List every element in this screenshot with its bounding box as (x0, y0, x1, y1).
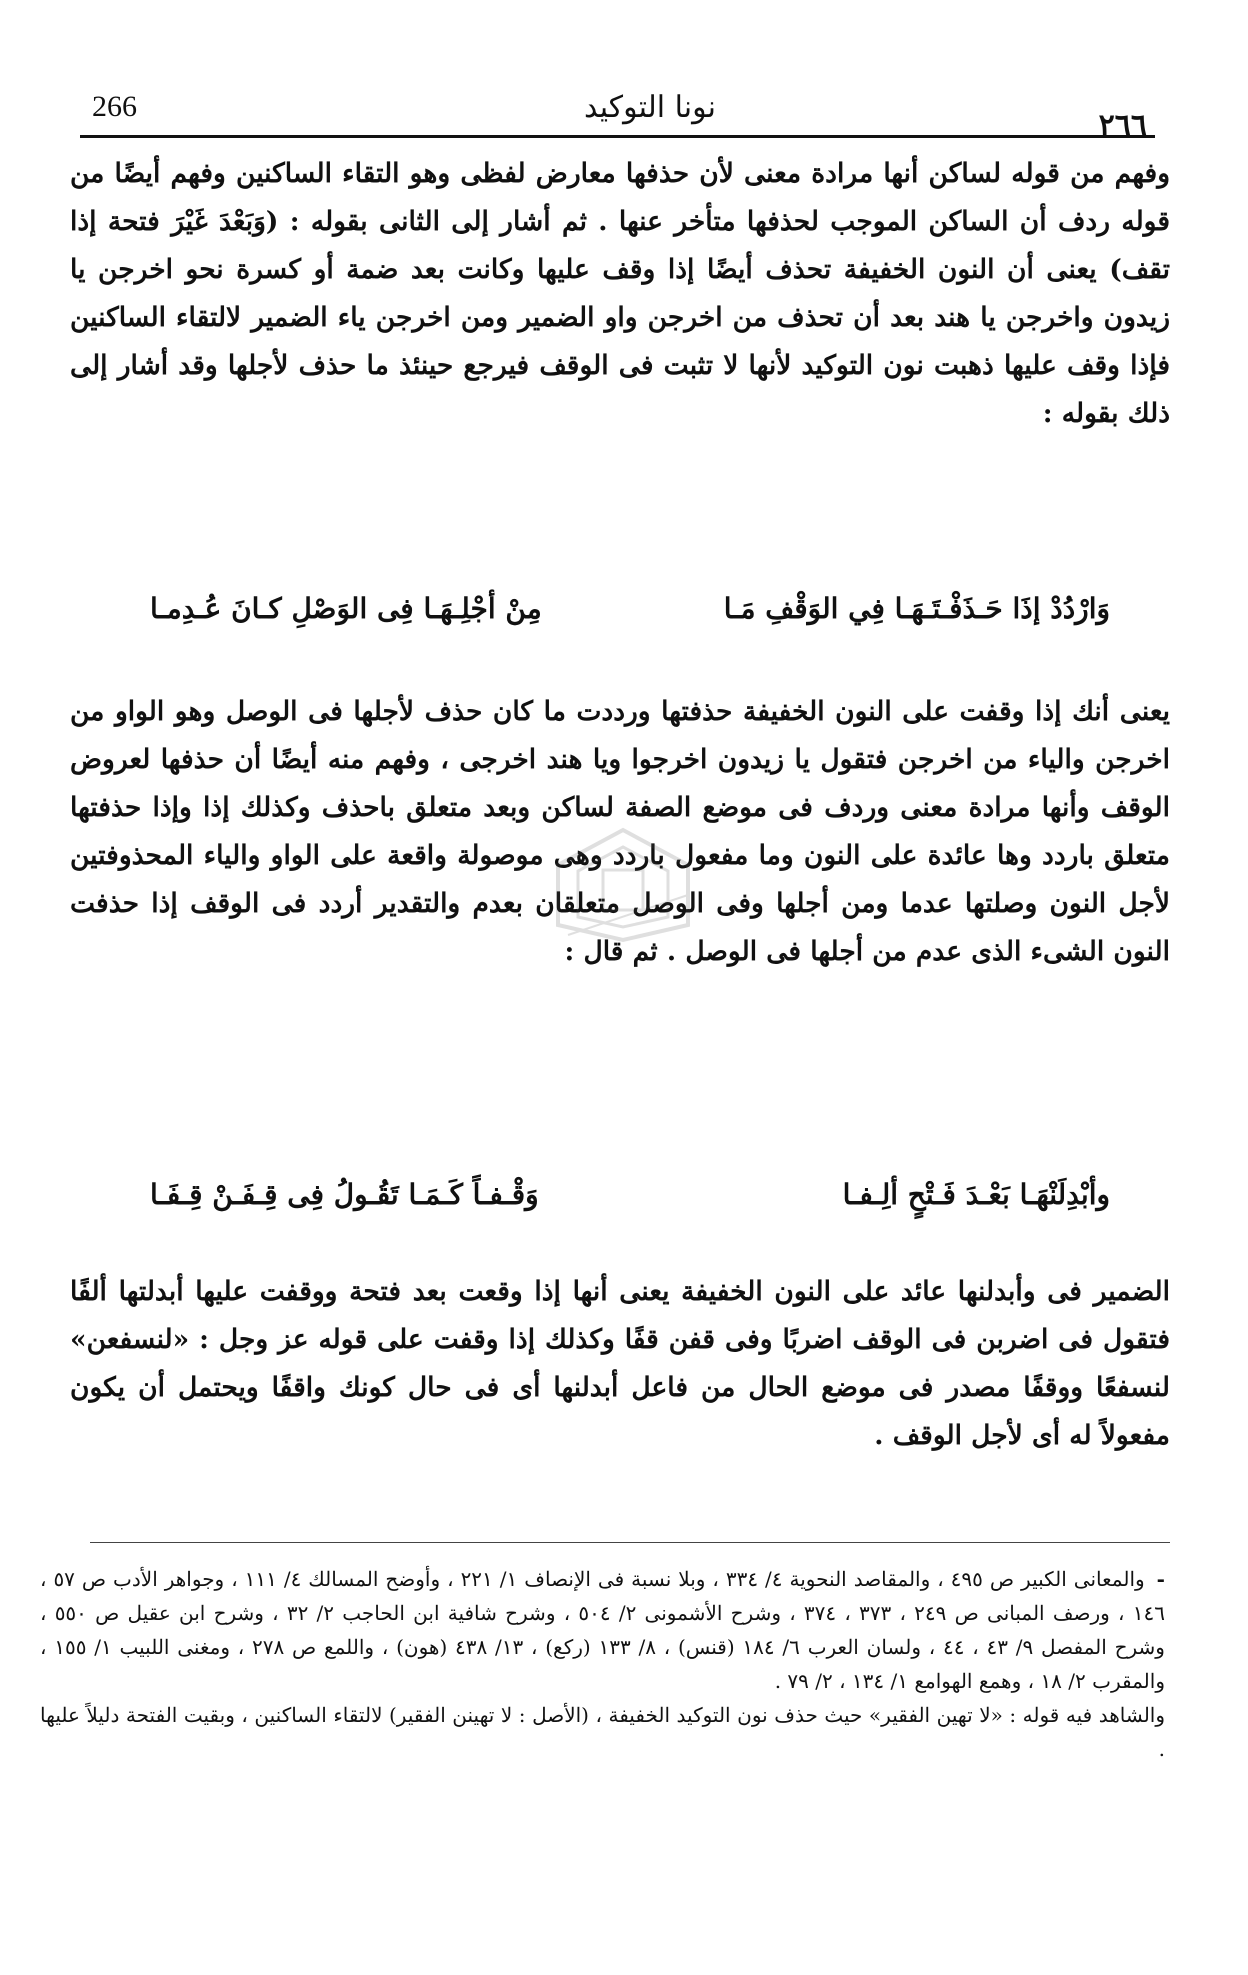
verse-1-first-hemistich: وَارْدُدْ إذَا حَـذَفْـتَـهَـا فِي الوَقْفِ مَـا (723, 592, 1110, 625)
verse-1-second-hemistich: مِنْ أجْلِـهَـا فِى الوَصْلِ كـانَ عُـدِمـا (150, 592, 542, 625)
paragraph-3-text: الضمير فى وأبدلنها عائد على النون الخفيفة يعنى أنها إذا وقعت بعد فتحة ووقفت عليها أبدلتها ألفًا فتقول فى اضربن فى الوقف اضربًا وفى قفن قفًا وكذلك إذا وقفت على قوله عز وجل : «لنسفعن» لنسفعًا ووقفًا مصدر فى موضع الحال من فاعل أبدلنها أى فى حال كونك واقفًا ويحتمل أن يكون مفعولاً له أى لأجل الوقف . (70, 1276, 1170, 1451)
footnote-1-text: والمعانى الكبير ص ٤٩٥ ، والمقاصد النحوية ٤/ ٣٣٤ ، وبلا نسبة فى الإنصاف ١/ ٢٢١ ، وأوضح المسالك ٤/ ١١١ ، وجواهر الأدب ص ٥٧ ، ١٤٦ ، ورصف المبانى ص ٢٤٩ ، ٣٧٣ ، ٣٧٤ ، وشرح الأشمونى ٢/ ٥٠٤ ، وشرح شافية ابن الحاجب ٢/ ٣٢ ، وشرح ابن عقيل ص ٥٥٠ ، وشرح المفصل ٩/ ٤٣ ، ٤٤ ، ولسان العرب ٦/ ١٨٤ (قنس) ، ٨/ ١٣٣ (ركع) ، ١٣/ ٤٣٨ (هون) ، واللمع ص ٢٧٨ ، ومغنى اللبيب ١/ ١٥٥ ، والمقرب ٢/ ١٨ ، وهمع الهوامع ١/ ١٣٤ ، ٢/ ٧٩ . (40, 1567, 1165, 1693)
footnotes (40, 1562, 1165, 1766)
watermark-seal-icon (548, 825, 698, 945)
footnote-marker: - (1156, 1567, 1165, 1591)
page-number-latin: 266 (92, 90, 137, 123)
footnote-2 (40, 1698, 1165, 1766)
verse-2-first-hemistich: وأبْدِلَنْهَـا بَعْـدَ فَـتْحٍ ألِـفـا (842, 1178, 1110, 1211)
running-title: نونا التوكيد (584, 90, 716, 125)
footnote-2-text: والشاهد فيه قوله : «لا تهين الفقير» حيث حذف نون التوكيد الخفيفة ، (الأصل : لا تهينن الفقير) لالتقاء الساكنين ، وبقيت الفتحة دليلاً عليها . (40, 1703, 1165, 1761)
page-header (80, 82, 1155, 143)
paragraph-2-text: يعنى أنك إذا وقفت على النون الخفيفة حذفتها ورددت ما كان حذف لأجلها فى الوصل وهو الواو من اخرجن والياء من اخرجن فتقول يا زيدون اخرجوا ويا هند اخرجى ، وفهم منه أيضًا أن حذفها لعروض الوقف وأنها مرادة معنى وردف فى موضع الصفة لساكن وبعد متعلق باحذف وكذلك إذا وإذا حذفتها متعلق باردد وها عائدة على النون وما مفعول باردد وهى موصولة واقعة على الواو والياء المحذوفتين لأجل النون وصلتها عدما ومن أجلها وفى الوصل متعلقان بعدم والتقدير أردد فى الوقف إذا حذفت النون الشىء الذى عدم من أجلها فى الوصل . ثم قال : (70, 696, 1170, 967)
verse-2-second-hemistich: وَقْـفـاً كَـمَـا تَقُـولُ فِى قِـفَـنْ قِـفَـا (150, 1178, 539, 1211)
paragraph-3 (70, 1268, 1170, 1460)
verse-1 (100, 592, 1140, 652)
paragraph-1-text: وفهم من قوله لساكن أنها مرادة معنى لأن حذفها معارض لفظى وهو التقاء الساكنين وفهم أيضًا من قوله ردف أن الساكن الموجب لحذفها متأخر عنها . ثم أشار إلى الثانى بقوله : (وَبَعْدَ غَيْرَ فتحة إذا تقف) يعنى أن النون الخفيفة تحذف أيضًا إذا وقف عليها وكانت بعد ضمة أو كسرة نحو اخرجن يا زيدون واخرجن يا هند بعد أن تحذف من اخرجن واو الضمير ومن اخرجن ياء الضمير لالتقاء الساكنين فإذا وقف عليها ذهبت نون التوكيد لأنها لا تثبت فى الوقف فيرجع حينئذ ما حذف لأجلها وقد أشار إلى ذلك بقوله : (70, 158, 1170, 429)
page-number-arabic: ٢٦٦ (1098, 108, 1147, 143)
footnote-separator (90, 1542, 1170, 1543)
footnote-1 (40, 1562, 1165, 1698)
header-rule (80, 135, 1155, 138)
paragraph-1 (70, 150, 1170, 438)
verse-2 (100, 1178, 1140, 1238)
